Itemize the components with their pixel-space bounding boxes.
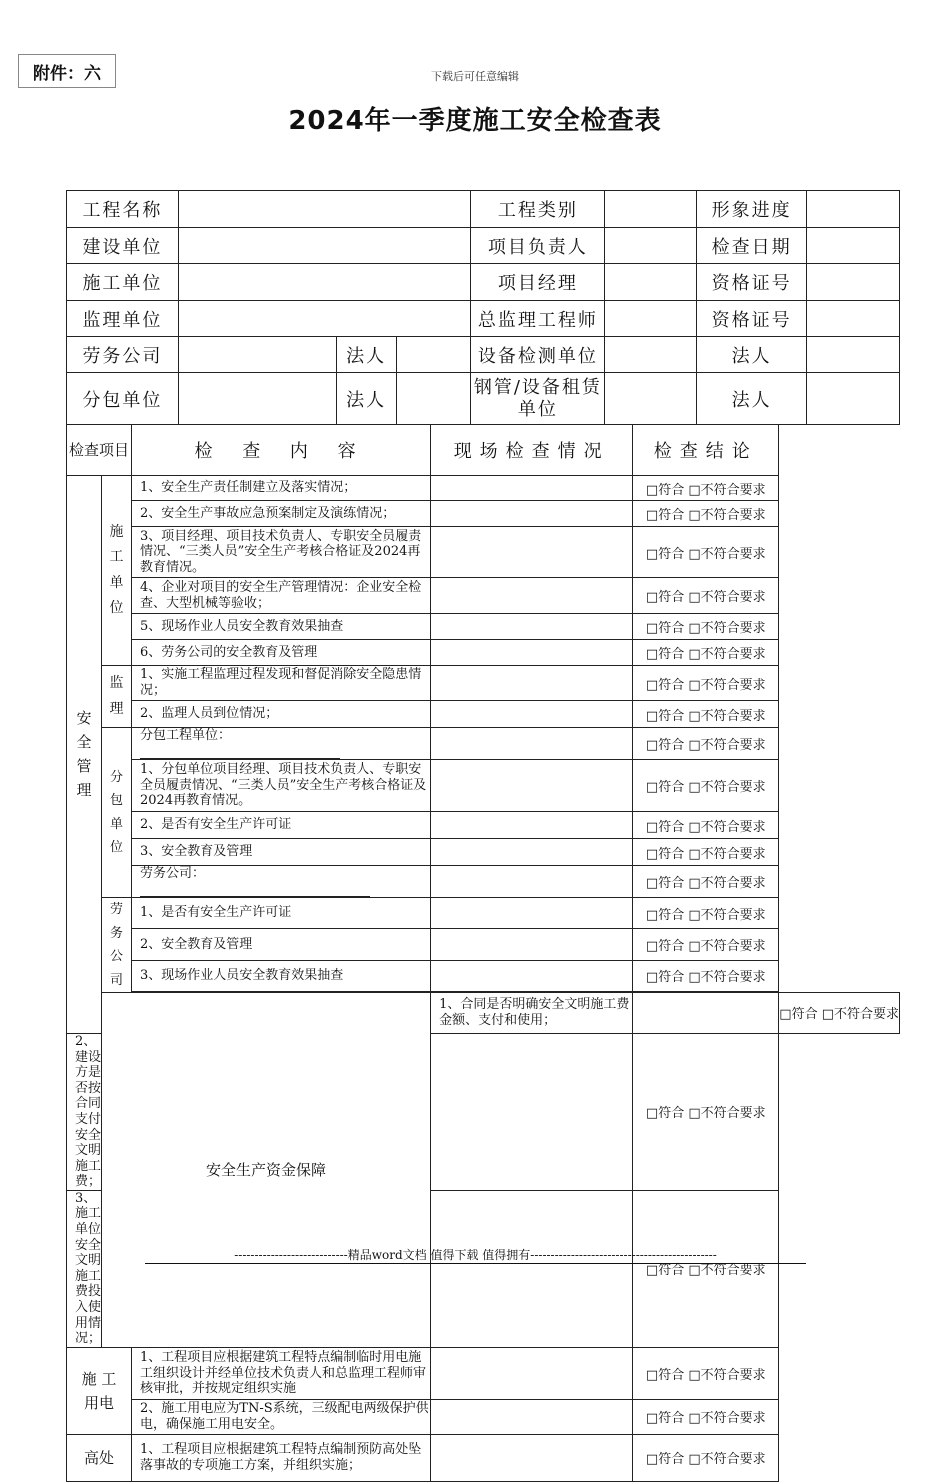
site-cell[interactable] (431, 1399, 633, 1434)
value-builder-unit[interactable] (178, 264, 471, 301)
category-labor: 劳务公司 (102, 898, 132, 993)
conclusion-checkbox[interactable]: □符合 □不符合要求 (633, 961, 779, 992)
label-check-date: 检查日期 (697, 228, 807, 264)
conclusion-checkbox[interactable]: □符合 □不符合要求 (633, 701, 779, 728)
value-supervision-unit[interactable] (178, 301, 471, 337)
value-cert-no-2[interactable] (807, 301, 900, 337)
site-cell[interactable] (431, 640, 633, 666)
row-text-l3: 3、现场作业人员安全教育效果抽查 (132, 961, 431, 992)
conclusion-checkbox[interactable]: □符合 □不符合要求 (633, 760, 779, 812)
category-safety-management: 安全管理 (67, 476, 102, 1034)
header-content: 检 查 内 容 (132, 425, 431, 476)
row-text-p1: 1、分包单位项目经理、项目技术负责人、专职安全员履责情况、“三类人员”安全生产考核合格证及2024再教育情况。 (132, 760, 431, 812)
row-text-l2: 2、安全教育及管理 (132, 929, 431, 961)
label-project-type: 工程类别 (471, 191, 605, 228)
subcontractor-blank[interactable] (140, 746, 340, 759)
label-legal-person-1: 法人 (336, 337, 396, 373)
row-text-b4: 4、企业对项目的安全生产管理情况：企业安全检查、大型机械等验收； (132, 578, 431, 614)
site-cell[interactable] (431, 501, 633, 527)
label-cert-no-1: 资格证号 (697, 264, 807, 301)
value-legal-person-2[interactable] (807, 337, 900, 373)
value-project-leader[interactable] (605, 228, 697, 264)
row-text-p2: 2、是否有安全生产许可证 (132, 812, 431, 839)
safety-check-table (66, 424, 900, 1482)
row-text-s2: 2、监理人员到位情况； (132, 701, 431, 728)
site-cell[interactable] (633, 992, 779, 1033)
site-cell[interactable] (431, 866, 633, 898)
conclusion-checkbox[interactable]: □符合 □不符合要求 (633, 1399, 779, 1434)
label-progress: 形象进度 (697, 191, 807, 228)
conclusion-checkbox[interactable]: □符合 □不符合要求 (633, 501, 779, 527)
conclusion-checkbox[interactable]: □符合 □不符合要求 (633, 929, 779, 961)
value-subcontractor[interactable] (178, 373, 336, 425)
conclusion-checkbox[interactable]: □符合 □不符合要求 (633, 527, 779, 578)
value-project-name[interactable] (178, 191, 471, 228)
conclusion-checkbox[interactable]: □符合 □不符合要求 (633, 839, 779, 866)
value-check-date[interactable] (807, 228, 900, 264)
conclusion-checkbox[interactable]: □符合 □不符合要求 (633, 1434, 779, 1481)
value-project-manager[interactable] (605, 264, 697, 301)
label-legal-person-2: 法人 (697, 337, 807, 373)
site-cell[interactable] (431, 1434, 633, 1481)
conclusion-checkbox[interactable]: □符合 □不符合要求 (633, 1033, 779, 1190)
site-cell[interactable] (431, 760, 633, 812)
site-cell[interactable] (431, 666, 633, 701)
label-construction-unit: 建设单位 (67, 228, 179, 264)
conclusion-checkbox[interactable]: □符合 □不符合要求 (633, 1347, 779, 1399)
category-height: 高处 (67, 1434, 132, 1481)
site-cell[interactable] (431, 898, 633, 929)
conclusion-checkbox[interactable]: □符合 □不符合要求 (633, 578, 779, 614)
conclusion-checkbox[interactable]: □符合 □不符合要求 (633, 640, 779, 666)
conclusion-checkbox[interactable]: □符合 □不符合要求 (633, 614, 779, 640)
conclusion-checkbox[interactable]: □符合 □不符合要求 (633, 1190, 779, 1347)
labor-blank[interactable] (140, 884, 370, 897)
category-subcontractor: 分包单位 (102, 728, 132, 898)
site-cell[interactable] (431, 1347, 633, 1399)
category-funds: 安全生产资金保障 (102, 992, 431, 1347)
p0-label: 分包工程单位： (140, 728, 232, 743)
label-pipe-rental: 钢管/设备租赁单位 (471, 373, 605, 425)
site-cell[interactable] (431, 614, 633, 640)
site-cell[interactable] (431, 1033, 633, 1190)
value-legal-person-1[interactable] (396, 337, 471, 373)
label-chief-supervisor: 总监理工程师 (471, 301, 605, 337)
row-text-f2: 2、建设方是否按合同支付安全文明施工费； (67, 1033, 102, 1190)
row-text-b3: 3、项目经理、项目技术负责人、专职安全员履责情况、“三类人员”安全生产考核合格证及2024再教育情况。 (132, 527, 431, 578)
conclusion-checkbox[interactable]: □符合 □不符合要求 (633, 666, 779, 701)
label-labor-company: 劳务公司 (67, 337, 179, 373)
row-text-b6: 6、劳务公司的安全教育及管理 (132, 640, 431, 666)
label-supervision-unit: 监理单位 (67, 301, 179, 337)
footer-text: ----------------------------精品word文档 值得下载 值得拥有---------------------------------------------- (234, 1248, 717, 1262)
label-cert-no-2: 资格证号 (697, 301, 807, 337)
footer-line (145, 1263, 806, 1264)
row-text-p0 (132, 728, 431, 760)
row-text-f1: 1、合同是否明确安全文明施工费金额、支付和使用； (431, 992, 633, 1033)
label-project-leader: 项目负责人 (471, 228, 605, 264)
header-conclusion: 检查结论 (633, 425, 779, 476)
value-construction-unit[interactable] (178, 228, 471, 264)
page-title: 2024年一季度施工安全检查表 (288, 106, 662, 136)
value-labor-company[interactable] (178, 337, 336, 373)
label-legal-person-3: 法人 (336, 373, 396, 425)
row-text-h1: 1、工程项目应根据建筑工程特点编制预防高处坠落事故的专项施工方案，并组织实施； (132, 1434, 431, 1481)
conclusion-checkbox[interactable]: □符合 □不符合要求 (633, 812, 779, 839)
site-cell[interactable] (431, 1190, 633, 1347)
site-cell[interactable] (431, 578, 633, 614)
download-note: 下载后可任意编辑 (431, 70, 519, 83)
attachment-label: 附件：六 (18, 54, 116, 88)
category-power: 施 工用电 (67, 1347, 132, 1434)
site-cell[interactable] (431, 476, 633, 501)
value-cert-no-1[interactable] (807, 264, 900, 301)
label-legal-person-4: 法人 (697, 373, 807, 425)
conclusion-checkbox[interactable]: □符合 □不符合要求 (779, 992, 900, 1033)
conclusion-checkbox[interactable]: □符合 □不符合要求 (633, 866, 779, 898)
site-cell[interactable] (431, 527, 633, 578)
value-progress[interactable] (807, 191, 900, 228)
project-info-table (66, 190, 900, 425)
conclusion-checkbox[interactable]: □符合 □不符合要求 (633, 476, 779, 501)
label-subcontractor: 分包单位 (67, 373, 179, 425)
row-text-s1: 1、实施工程监理过程发现和督促消除安全隐患情况； (132, 666, 431, 701)
row-text-p3: 3、安全教育及管理 (132, 839, 431, 866)
site-cell[interactable] (431, 812, 633, 839)
category-supervision: 监理 (102, 666, 132, 728)
row-text-b1: 1、安全生产责任制建立及落实情况； (132, 476, 431, 501)
label-equipment-testing: 设备检测单位 (471, 337, 605, 373)
value-legal-person-3[interactable] (396, 373, 471, 425)
site-cell[interactable] (431, 961, 633, 992)
site-cell[interactable] (431, 929, 633, 961)
label-builder-unit: 施工单位 (67, 264, 179, 301)
value-legal-person-4[interactable] (807, 373, 900, 425)
row-text-b5: 5、现场作业人员安全教育效果抽查 (132, 614, 431, 640)
value-chief-supervisor[interactable] (605, 301, 697, 337)
conclusion-checkbox[interactable]: □符合 □不符合要求 (633, 898, 779, 929)
header-site: 现场检查情况 (431, 425, 633, 476)
label-project-name: 工程名称 (67, 191, 179, 228)
label-project-manager: 项目经理 (471, 264, 605, 301)
category-builder-unit: 施工单位 (102, 476, 132, 666)
site-cell[interactable] (431, 839, 633, 866)
value-pipe-rental[interactable] (605, 373, 697, 425)
row-text-b2: 2、安全生产事故应急预案制定及演练情况； (132, 501, 431, 527)
row-text-f3: 3、施工单位安全文明施工费投入使用情况； (67, 1190, 102, 1347)
row-text-e1: 1、工程项目应根据建筑工程特点编制临时用电施工组织设计并经单位技术负责人和总监理工程师审核审批，并按规定组织实施 (132, 1347, 431, 1399)
value-project-type[interactable] (605, 191, 697, 228)
header-item: 检查项目 (67, 425, 132, 476)
site-cell[interactable] (431, 728, 633, 760)
value-equipment-testing[interactable] (605, 337, 697, 373)
row-text-e2: 2、施工用电应为TN-S系统，三级配电两级保护供电，确保施工用电安全。 (132, 1399, 431, 1434)
l0-label: 劳务公司： (140, 866, 206, 882)
row-text-l0 (132, 866, 431, 898)
site-cell[interactable] (431, 701, 633, 728)
row-text-l1: 1、是否有安全生产许可证 (132, 898, 431, 929)
conclusion-checkbox[interactable]: □符合 □不符合要求 (633, 728, 779, 760)
